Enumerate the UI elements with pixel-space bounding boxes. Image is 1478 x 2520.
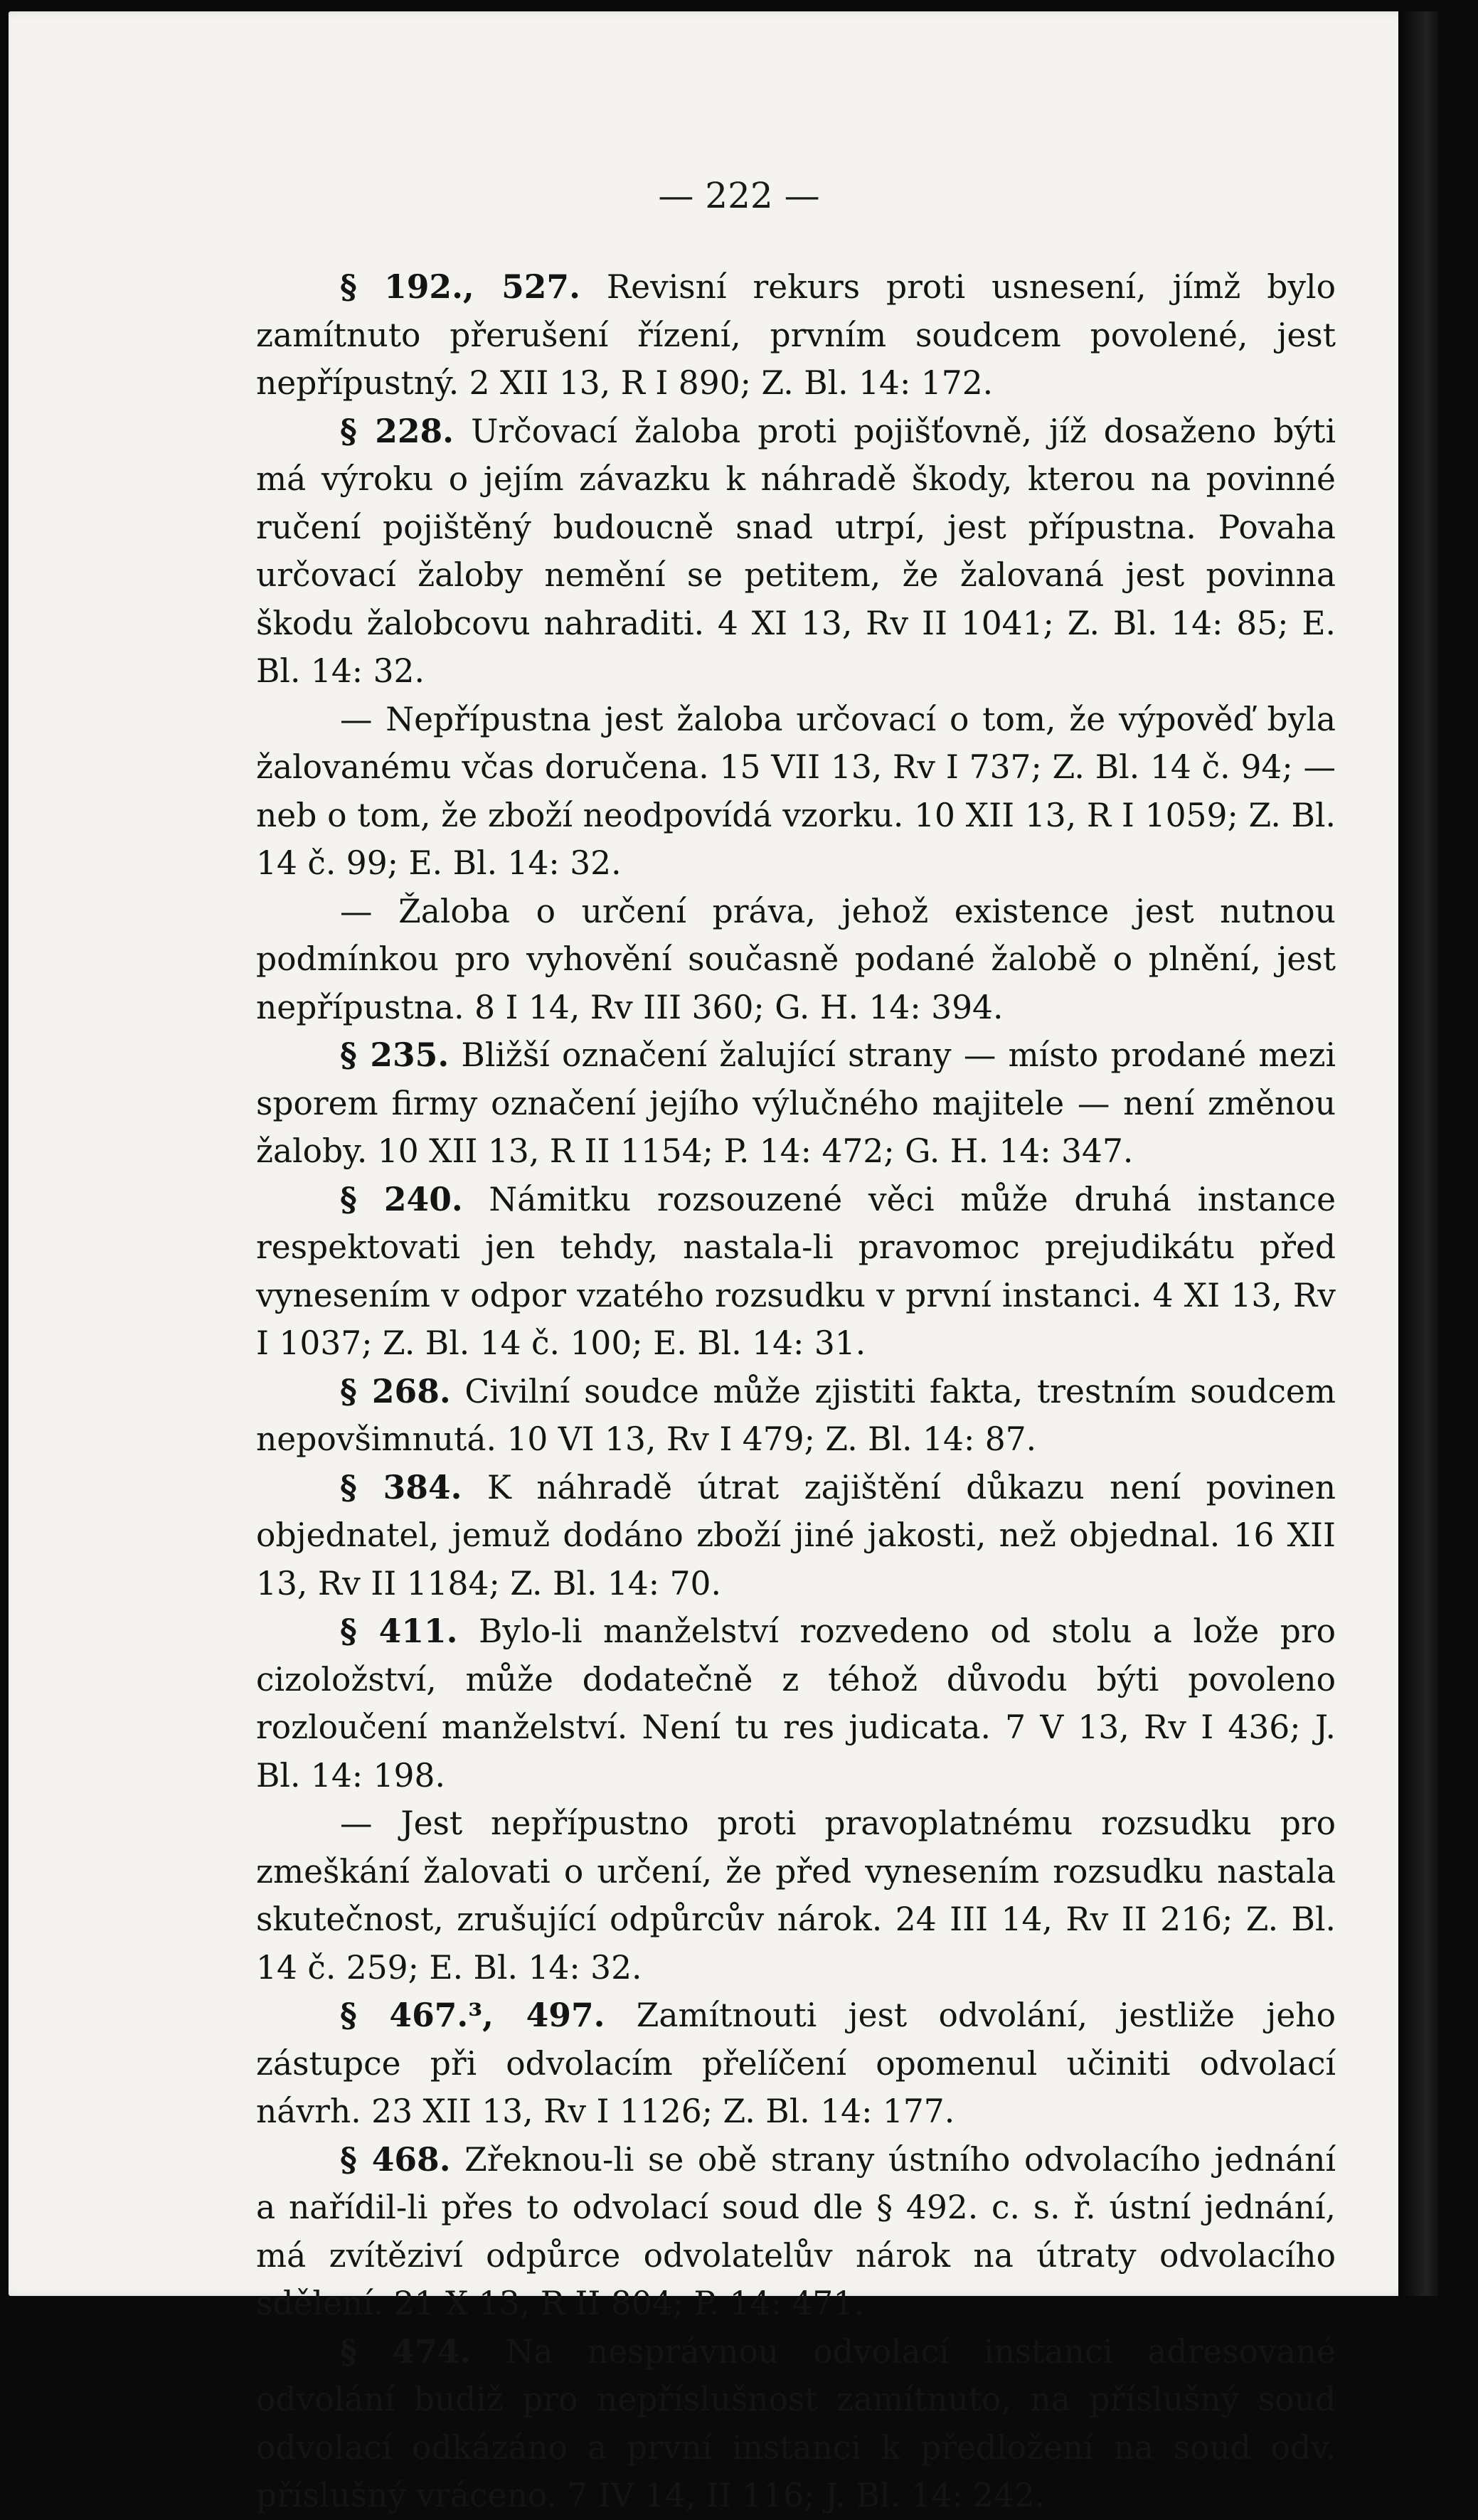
paragraph-text: — Žaloba o určení práva, jehož existence jest nutnou podmínkou pro vyhovění současně podané žalobě o plnění, jest nepřípustna. 8 I 14, Rv III 360; G. H. 14: 394.	[256, 892, 1336, 1026]
paragraph-text: Na nesprávnou odvolací instanci adresované odvolání budiž pro nepříslušnost zamítnuto, na příslušný soud odvolací odkázáno a první instanci k předložení na soud odv. příslušný vráceno. 7 IV 14, II 116; J. Bl. 14: 242.	[256, 2332, 1336, 2514]
paragraph-section-411	[256, 1607, 1336, 1799]
paragraph-text: K náhradě útrat zajištění důkazu není povinen objednatel, jemuž dodáno zboží jiné jakosti, než objednal. 16 XII 13, Rv II 1184; Z. Bl. 14: 70.	[256, 1468, 1336, 1602]
paragraph-section-467-497	[256, 1992, 1336, 2136]
paragraph-text: Bližší označení žalující strany — místo prodané mezi sporem firmy označení jejího výlučného majitele — není změnou žaloby. 10 XII 13, R II 1154; P. 14: 472; G. H. 14: 347.	[256, 1036, 1336, 1170]
paragraph-section-240	[256, 1176, 1336, 1368]
paragraph-text: — Jest nepřípustno proti pravoplatnému rozsudku pro zmeškání žalovati o určení, že před vynesením rozsudku nastala skutečnost, zrušující odpůrcův nárok. 24 III 14, Rv II 216; Z. Bl. 14 č. 259; E. Bl. 14: 32.	[256, 1804, 1336, 1987]
paragraph-text: Bylo-li manželství rozvedeno od stolu a lože pro cizoložství, může dodatečně z téhož důvodu býti povoleno rozloučení manželství. Není tu res judicata. 7 V 13, Rv I 436; J. Bl. 14: 198.	[256, 1612, 1336, 1795]
paragraph-section-468	[256, 2136, 1336, 2328]
paragraph-section-235	[256, 1031, 1336, 1176]
paragraph-section-268	[256, 1368, 1336, 1464]
paragraph-text: Revisní rekurs proti usnesení, jímž bylo zamítnuto přerušení řízení, prvním soudcem povolené, jest nepřípustný. 2 XII 13, R I 890; Z. Bl. 14: 172.	[256, 268, 1336, 402]
page-number: — 222 —	[658, 175, 820, 216]
paragraph-continuation	[256, 696, 1336, 888]
paragraph-section-384	[256, 1464, 1336, 1608]
paragraph-text: Určovací žaloba proti pojišťovně, jíž dosaženo býti má výroku o jejím závazku k náhradě škody, kterou na povinné ručení pojištěný budoucně snad utrpí, jest přípustna. Povaha určovací žaloby nemění se petitem, že žalovaná jest povinna škodu žalobcovu nahraditi. 4 XI 13, Rv II 1041; Z. Bl. 14: 85; E. Bl. 14: 32.	[256, 412, 1336, 690]
section-reference: § 468.	[340, 2139, 451, 2179]
section-reference: § 384.	[340, 1467, 462, 1506]
section-reference: § 235.	[340, 1036, 450, 1074]
paragraph-continuation	[256, 888, 1336, 1032]
section-reference: § 467.³, 497.	[340, 1996, 605, 2034]
page-body	[256, 263, 1336, 2520]
section-reference: § 240.	[340, 1179, 463, 1218]
paragraph-text: — Nepřípustna jest žaloba určovací o tom, že výpověď byla žalovanému včas doručena. 15 VII 13, Rv I 737; Z. Bl. 14 č. 94; — neb o tom, že zboží neodpovídá vzorku. 10 XII 13, R I 1059; Z. Bl. 14 č. 99; E. Bl. 14: 32.	[256, 700, 1336, 882]
paragraph-text: Civilní soudce může zjistiti fakta, trestním soudcem nepovšimnutá. 10 VI 13, Rv I 479; Z. Bl. 14: 87.	[256, 1372, 1336, 1458]
paragraph-text: Námitku rozsouzené věci může druhá instance respektovati jen tehdy, nastala-li pravomoc prejudikátu před vynesením v odpor vzatého rozsudku v první instanci. 4 XI 13, Rv I 1037; Z. Bl. 14 č. 100; E. Bl. 14: 31.	[256, 1180, 1336, 1362]
paragraph-text: Zřeknou-li se obě strany ústního odvolacího jednání a nařídil-li přes to odvolací soud dle § 492. c. s. ř. ústní jednání, má zvítěziví odpůrce odvolatelův nárok na útraty odvolacího sdělení. 21 X 13, R II 804; P. 14: 471.	[256, 2140, 1336, 2322]
section-reference: § 268.	[340, 1371, 451, 1410]
paragraph-section-228	[256, 408, 1336, 696]
section-reference: § 192., 527.	[340, 267, 580, 306]
paragraph-section-474	[256, 2328, 1336, 2520]
paragraph-text: Zamítnouti jest odvolání, jestliže jeho zástupce při odvolacím přelíčení opomenul učiniti odvolací návrh. 23 XII 13, Rv I 1126; Z. Bl. 14: 177.	[256, 1997, 1336, 2130]
page-edge-shadow	[1398, 11, 1438, 2296]
section-reference: § 474.	[340, 2332, 472, 2371]
section-reference: § 411.	[340, 1612, 458, 1650]
paragraph-continuation	[256, 1799, 1336, 1992]
paragraph-section-192-527	[256, 263, 1336, 408]
section-reference: § 228.	[340, 411, 454, 450]
